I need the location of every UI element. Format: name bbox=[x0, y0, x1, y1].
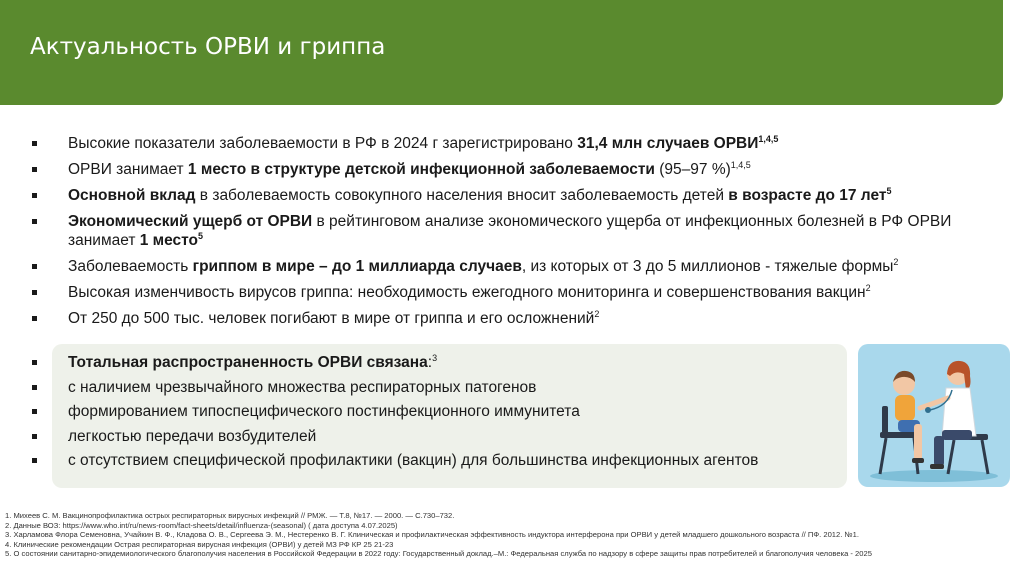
reference-superscript: 5 bbox=[198, 230, 204, 241]
bullet-item bbox=[30, 186, 1010, 205]
reference-superscript: 2 bbox=[594, 308, 600, 319]
bullet-text: Основной вклад bbox=[68, 187, 196, 204]
bullet-text: в возрасте до 17 лет bbox=[728, 187, 887, 204]
bullet-text: : bbox=[427, 354, 433, 371]
bullet-text: 1 место в структуре детской инфекционной заболеваемости bbox=[187, 161, 655, 178]
panel-item bbox=[30, 451, 845, 470]
panel-bullet-list bbox=[30, 353, 845, 476]
panel-item bbox=[30, 402, 845, 421]
bullet-item bbox=[30, 134, 1010, 153]
bullet-text: Экономический ущерб от ОРВИ bbox=[68, 213, 313, 230]
bullet-item bbox=[30, 160, 1010, 179]
reference-superscript: 5 bbox=[886, 185, 892, 196]
doctor-child-illustration bbox=[858, 344, 1010, 487]
bullet-item bbox=[30, 212, 1010, 250]
footnote: 4. Клинические рекомендации Острая респираторная вирусная инфекция (ОРВИ) у детей МЗ РФ КР 25 21-23 bbox=[5, 539, 394, 549]
reference-superscript: 1,4,5 bbox=[730, 159, 751, 170]
main-bullet-list bbox=[30, 134, 1010, 335]
bullet-text: (95–97 %) bbox=[654, 161, 731, 178]
bullet-text: гриппом в мире – до 1 миллиарда случаев bbox=[192, 258, 522, 275]
reference-superscript: 1,4,5 bbox=[758, 133, 779, 144]
footnote: 1. Михеев С. М. Вакцинопрофилактика острых респираторных вирусных инфекций // РМЖ. — Т.8, №17. — 2000. — С.730–732. bbox=[5, 511, 455, 520]
panel-item bbox=[30, 427, 845, 446]
bullet-text: Высокая изменчивость вирусов гриппа: необходимость ежегодного мониторинга и совершенствования вакцин bbox=[68, 284, 866, 301]
footnote: 2. Данные ВОЗ: https://www.who.int/ru/news-room/fact-sheets/detail/influenza-(seasonal) ( дата доступа 4.07.2025) bbox=[5, 520, 398, 530]
bullet-text: формированием типоспецифического постинфекционного иммунитета bbox=[68, 403, 580, 420]
bullet-text: Заболеваемость bbox=[68, 258, 193, 275]
bullet-text: с отсутствием специфической профилактики (вакцин) для большинства инфекционных агентов bbox=[68, 452, 759, 469]
doctor-examining-child-icon bbox=[858, 344, 1010, 487]
panel-heading-item bbox=[30, 353, 845, 372]
bullet-text: 31,4 млн случаев ОРВИ bbox=[577, 135, 759, 152]
reference-superscript: 2 bbox=[893, 256, 899, 267]
bullet-text: Высокие показатели заболеваемости в РФ в 2024 г зарегистрировано bbox=[68, 135, 578, 152]
footnote: 5. О состоянии санитарно-эпидемиологического благополучия населения в Российской Федерации в 2022 году: Государственный доклад.–М.: Федеральная служба по надзору в сфере защиты прав потребителей и благополучия человека - 2025 bbox=[5, 549, 872, 559]
footnote: 3. Харламова Флора Семеновна, Учайкин В. Ф., Кладова О. В., Сергеева Э. М., Нестеренко В. Г. Клиническая и профилактическая эффективность индуктора интерферона при ОРВИ у детей младшего дошкольного возраста // ПФ. 2012. №1. bbox=[5, 530, 859, 540]
bullet-text: легкостью передачи возбудителей bbox=[68, 427, 317, 445]
bullet-text: Тотальная распространенность ОРВИ связана bbox=[68, 354, 428, 371]
slide-title: Актуальность ОРВИ и гриппа bbox=[30, 34, 386, 60]
panel-item bbox=[30, 378, 845, 397]
bullet-text: в заболеваемость совокупного населения вносит заболеваемость детей bbox=[195, 187, 729, 204]
bullet-text: , из которых от 3 до 5 миллионов - тяжелые формы bbox=[521, 258, 894, 275]
footnotes bbox=[5, 511, 1020, 559]
bullet-text: с наличием чрезвычайного множества респираторных патогенов bbox=[68, 378, 537, 396]
bullet-text: От 250 до 500 тыс. человек погибают в мире от гриппа и его осложнений bbox=[68, 310, 595, 327]
bullet-item bbox=[30, 257, 1010, 276]
bullet-text: ОРВИ занимает bbox=[68, 161, 188, 178]
bullet-text: в рейтинговом анализе экономического ущерба от инфекционных болезней в РФ ОРВИ занимает bbox=[68, 213, 952, 249]
bullet-item bbox=[30, 309, 1010, 328]
reference-superscript: 2 bbox=[865, 282, 871, 293]
bullet-item bbox=[30, 283, 1010, 302]
slide-header bbox=[0, 0, 1003, 105]
reference-superscript: 3 bbox=[432, 352, 438, 363]
bullet-text: 1 место bbox=[139, 232, 199, 249]
